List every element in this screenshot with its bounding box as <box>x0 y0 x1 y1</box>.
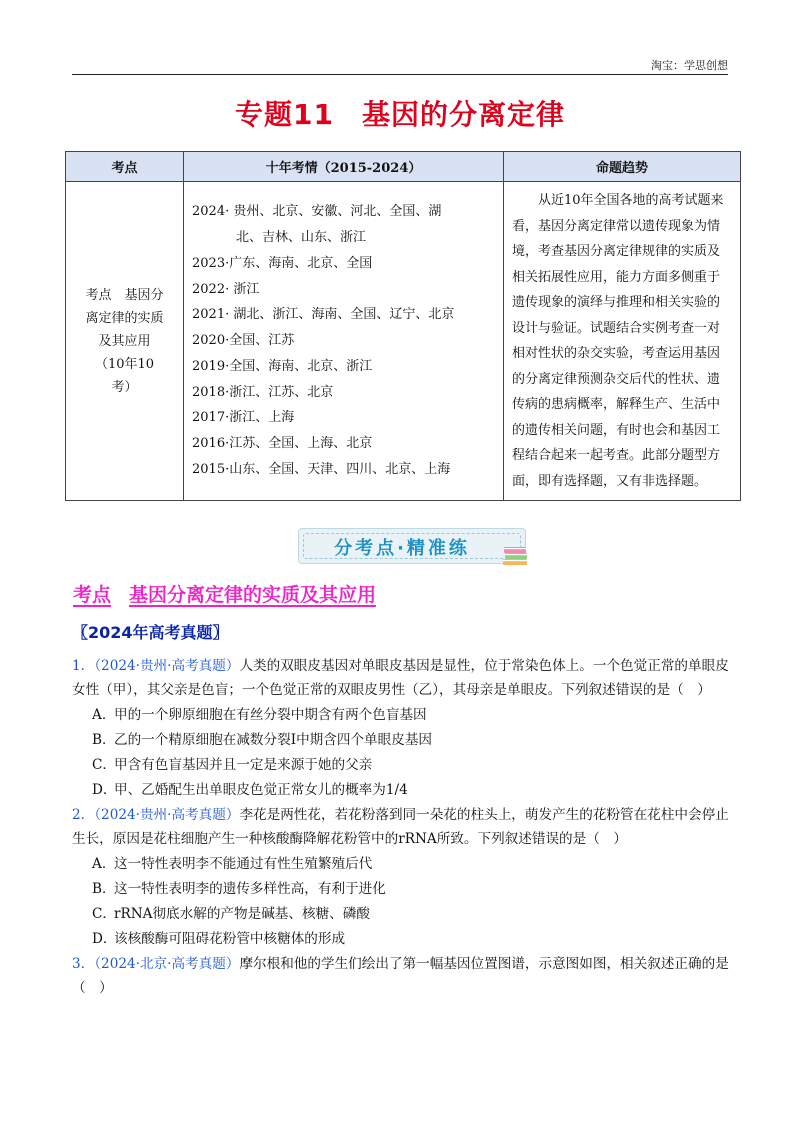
topic-line: （10年10 <box>94 356 155 372</box>
section-topic: 基因分离定律的实质及其应用 <box>129 584 377 606</box>
table-header-row <box>66 152 741 182</box>
option-text: 甲含有色盲基因并且一定是来源于她的父亲 <box>114 757 373 773</box>
option-c <box>72 753 730 777</box>
option-text: 甲、乙婚配生出单眼皮色觉正常女儿的概率为1/4 <box>114 782 408 798</box>
option-a <box>72 703 730 727</box>
table-row <box>66 182 741 501</box>
topic-line: 离定律的实质 <box>85 310 164 326</box>
header-brand: 淘宝：学思创想 <box>651 59 728 72</box>
question-list <box>72 654 730 1000</box>
question-number: 1． <box>72 658 95 674</box>
option-label: C． <box>92 757 116 773</box>
option-label: D． <box>92 931 117 947</box>
option-label: D． <box>92 782 117 798</box>
year-line: 2018·浙江、江苏、北京 <box>192 384 334 400</box>
year-line: 北、吉林、山东、浙江 <box>236 229 367 245</box>
header-ten-years: 十年考情（2015-2024） <box>184 152 504 182</box>
year-line: 2024· 贵州、北京、安徽、河北、全国、湖 <box>192 204 442 220</box>
option-text: 该核酸酶可阻碍花粉管中核糖体的形成 <box>114 931 346 947</box>
year-line: 2017·浙江、上海 <box>192 410 295 426</box>
practice-banner <box>298 528 526 564</box>
year-line: 2023·广东、海南、北京、全国 <box>192 255 373 271</box>
option-text: 这一特性表明李不能通过有性生殖繁殖后代 <box>114 856 373 872</box>
question-stem: 摩尔根和他的学生们绘出了第一幅基因位置图谱，示意图如图，相关叙述正确的是（ ） <box>72 956 729 996</box>
title-topic-name: 基因的分离定律 <box>361 98 565 131</box>
question-3 <box>72 952 730 1000</box>
year-line: 2016·江苏、全国、上海、北京 <box>192 436 373 452</box>
option-label: C． <box>92 906 116 922</box>
year-line: 2015·山东、全国、天津、四川、北京、上海 <box>192 462 451 478</box>
option-label: A． <box>92 707 116 723</box>
header-topic: 考点 <box>66 152 184 182</box>
option-text: rRNA彻底水解的产物是碱基、核糖、磷酸 <box>114 906 370 922</box>
trend-cell: 从近10年全国各地的高考试题来看，基因分离定律常以遗传现象为情境，考查基因分离定律规律的实质及相关拓展性应用，能力方面多侧重于遗传现象的演绎与推理和相关实验的设计与验证。试题结合实例考查一对相对性状的杂交实验，考查运用基因的分离定律预测杂交后代的性状、遗传病的患病概率，解释生产、生活中的遗传相关问题，有时也会和基因工程结合起来一起考查。此部分题型方面，即有选择题，又有非选择题。 <box>504 182 741 501</box>
question-stem: 人类的双眼皮基因对单眼皮基因是显性，位于常染色体上。一个色觉正常的单眼皮女性（甲），其父亲是色盲；一个色觉正常的双眼皮男性（乙），其母亲是单眼皮。下列叙述错误的是（ ） <box>72 658 729 698</box>
banner-title: 分考点·精准练 <box>334 538 470 559</box>
title-topic-number: 专题11 <box>235 98 334 131</box>
section-label: 考点 <box>73 584 112 606</box>
question-number: 3． <box>72 956 95 972</box>
year-heading: 〖2024年高考真题〗 <box>72 623 229 642</box>
option-d <box>72 927 730 951</box>
books-icon <box>501 543 531 573</box>
option-text: 乙的一个精原细胞在减数分裂Ⅰ中期含四个单眼皮基因 <box>114 732 433 748</box>
option-b <box>72 877 730 901</box>
years-cell <box>184 182 504 501</box>
year-line: 2021· 湖北、浙江、海南、全国、辽宁、北京 <box>192 307 455 323</box>
question-number: 2． <box>72 807 95 823</box>
option-b <box>72 728 730 752</box>
question-source: （2024·贵州·高考真题） <box>94 658 240 674</box>
question-1 <box>72 654 730 702</box>
option-d <box>72 778 730 802</box>
topic-line: 及其应用 <box>98 333 151 349</box>
topic-line: 考） <box>111 379 138 395</box>
header-rule <box>72 74 728 75</box>
option-a <box>72 852 730 876</box>
question-source: （2024·贵州·高考真题） <box>94 807 240 823</box>
option-label: A． <box>92 856 116 872</box>
topic-line: 考点 基因分 <box>85 287 164 303</box>
year-line: 2019·全国、海南、北京、浙江 <box>192 358 373 374</box>
page-title <box>0 93 800 133</box>
option-text: 这一特性表明李的遗传多样性高，有利于进化 <box>114 881 386 897</box>
topic-cell <box>66 182 184 501</box>
exam-analysis-table <box>65 151 741 501</box>
section-heading <box>73 580 376 607</box>
option-label: B． <box>92 881 116 897</box>
question-source: （2024·北京·高考真题） <box>94 956 240 972</box>
option-text: 甲的一个卵原细胞在有丝分裂中期含有两个色盲基因 <box>114 707 427 723</box>
option-c <box>72 902 730 926</box>
header-trend: 命题趋势 <box>504 152 741 182</box>
question-stem: 李花是两性花，若花粉落到同一朵花的柱头上，萌发产生的花粉管在花柱中会停止生长，原因是花柱细胞产生一种核酸酶降解花粉管中的rRNA所致。下列叙述错误的是（ ） <box>72 807 729 847</box>
year-line: 2020·全国、江苏 <box>192 333 295 349</box>
question-2 <box>72 803 730 851</box>
year-line: 2022· 浙江 <box>192 281 260 297</box>
option-label: B． <box>92 732 116 748</box>
